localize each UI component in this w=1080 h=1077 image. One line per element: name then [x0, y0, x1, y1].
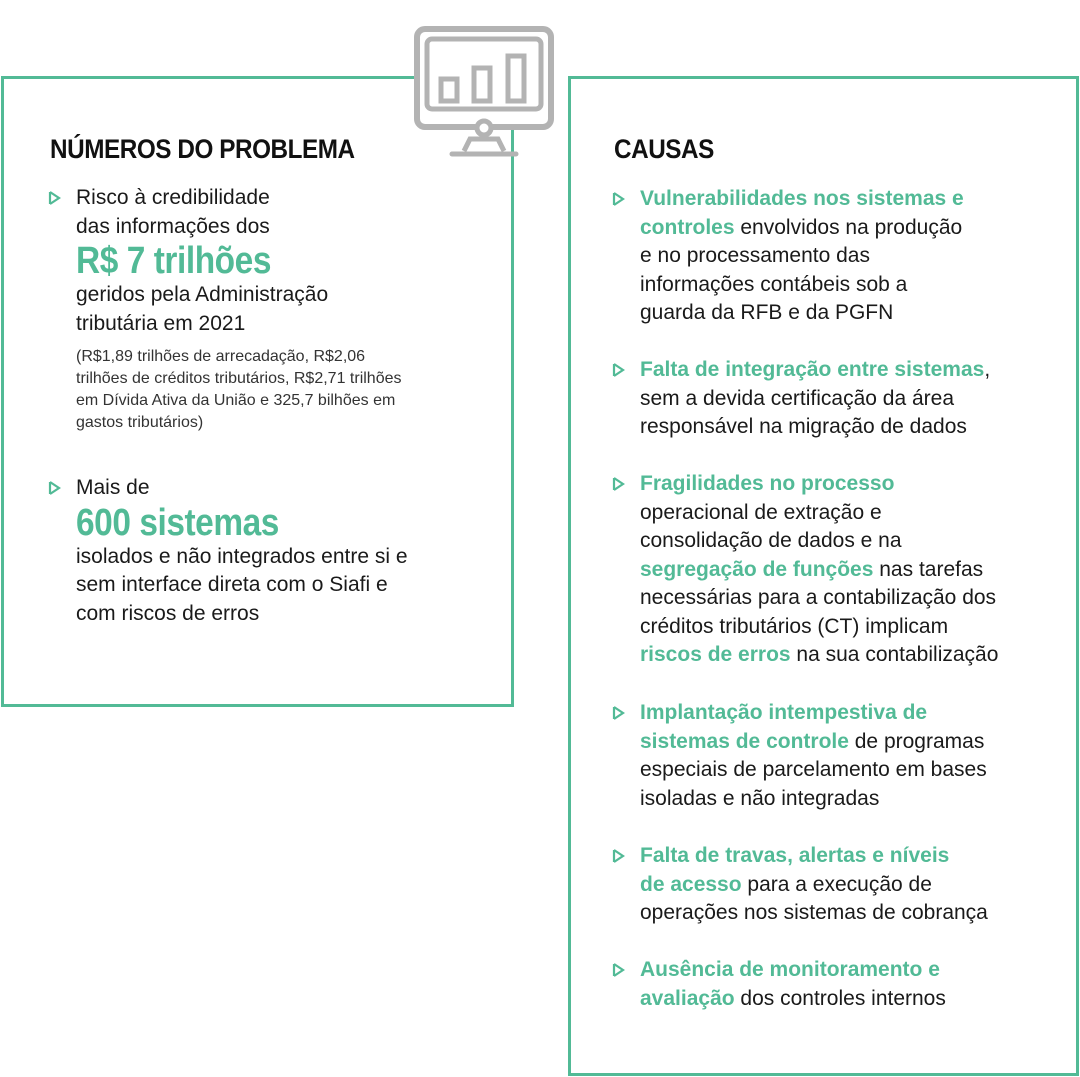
cause-text: operações nos sistemas de cobrança [640, 901, 988, 924]
cause-text: nas tarefas [873, 557, 984, 581]
cause-text: informações contábeis sob a [640, 272, 908, 296]
item-line: Risco à credibilidade [76, 186, 270, 209]
cause-line [640, 356, 990, 385]
cause-highlight: Vulnerabilidades nos sistemas e [640, 187, 964, 210]
bullet-arrow-icon [612, 362, 625, 378]
cause-text: , [984, 358, 991, 381]
cause-line [640, 527, 998, 556]
cause-line [640, 385, 990, 414]
cause-highlight: Implantação intempestiva de [640, 701, 928, 724]
bullet-arrow-icon [612, 848, 625, 864]
cause-line [640, 556, 998, 585]
cause-line [640, 242, 964, 271]
item-line: das informações dos [76, 214, 270, 238]
item-line: sem interface direta com o Siafi e [76, 573, 388, 596]
monitor-bar-chart-icon [414, 26, 554, 160]
item-line: isolados e não integrados entre si e [76, 544, 408, 568]
cause-line [640, 271, 964, 300]
bullet-arrow-icon [612, 962, 625, 978]
highlight-figure: 600 sistemas [76, 501, 279, 544]
highlight-figure: R$ 7 trilhões [76, 240, 271, 282]
cause-highlight: riscos de erros [640, 643, 791, 666]
note-line: em Dívida Ativa da União e 325,7 bilhões em [76, 392, 396, 409]
cause-text: de programas [848, 729, 985, 753]
cause-text: isoladas e não integradas [640, 786, 880, 810]
item-line: geridos pela Administração [76, 283, 329, 306]
cause-highlight: Fragilidades no processo [640, 472, 895, 495]
cause-text: necessárias para a contabilização dos [640, 586, 997, 609]
cause-line [640, 299, 964, 328]
cause-item-text [640, 956, 946, 1013]
bullet-arrow-icon [48, 190, 61, 206]
cause-text: dos controles internos [734, 986, 946, 1010]
item-line: tributária em 2021 [76, 311, 246, 335]
bullet-arrow-icon [612, 191, 625, 207]
cause-item-text [640, 470, 998, 670]
cause-line [640, 728, 987, 757]
cause-line [640, 899, 988, 928]
breakdown-note [76, 346, 402, 434]
cause-highlight: Falta de integração entre sistemas [640, 358, 985, 381]
cause-line [640, 956, 946, 985]
cause-text: responsável na migração de dados [640, 415, 967, 438]
bullet-arrow-icon [612, 705, 625, 721]
cause-line [640, 499, 998, 528]
cause-text: sem a devida certificação da área [640, 386, 955, 410]
cause-line [640, 413, 990, 442]
cause-item-text [640, 185, 964, 328]
cause-line [640, 785, 987, 814]
cause-line [640, 699, 987, 728]
problem-item-text [76, 184, 402, 434]
cause-item-text [640, 356, 990, 442]
cause-line [640, 641, 998, 670]
causes-title: CAUSAS [614, 134, 714, 164]
cause-highlight: Falta de travas, alertas e níveis [640, 844, 950, 867]
cause-text: consolidação de dados e na [640, 529, 902, 552]
cause-item-text [640, 699, 987, 813]
cause-text: para a execução de [741, 872, 932, 896]
cause-highlight: de acesso [640, 872, 742, 896]
cause-text: créditos tributários (CT) implicam [640, 614, 949, 638]
cause-line [640, 756, 987, 785]
cause-line [640, 584, 998, 613]
cause-text: na sua contabilização [790, 643, 999, 666]
cause-highlight: segregação de funções [640, 557, 874, 581]
problem-item-text [76, 474, 408, 628]
cause-line [640, 842, 988, 871]
note-line: (R$1,89 trilhões de arrecadação, R$2,06 [76, 348, 366, 365]
cause-highlight: sistemas de controle [640, 729, 849, 753]
cause-line [640, 985, 946, 1014]
note-line: trilhões de créditos tributários, R$2,71 trilhões [76, 370, 402, 387]
item-line: com riscos de erros [76, 601, 260, 625]
bullet-arrow-icon [48, 480, 61, 496]
cause-line [640, 613, 998, 642]
bullet-arrow-icon [612, 476, 625, 492]
cause-line [640, 470, 998, 499]
cause-line [640, 871, 988, 900]
cause-line [640, 214, 964, 243]
cause-highlight: controles [640, 215, 735, 239]
note-line: gastos tributários) [76, 414, 204, 431]
cause-text: e no processamento das [640, 244, 870, 267]
cause-line [640, 185, 964, 214]
cause-highlight: Ausência de monitoramento e [640, 958, 940, 981]
cause-text: operacional de extração e [640, 500, 882, 524]
problem-numbers-title: NÚMEROS DO PROBLEMA [50, 134, 355, 164]
cause-text: envolvidos na produção [734, 215, 963, 239]
item-line: Mais de [76, 476, 150, 499]
cause-text: guarda da RFB e da PGFN [640, 301, 894, 324]
cause-text: especiais de parcelamento em bases [640, 758, 987, 781]
cause-item-text [640, 842, 988, 928]
cause-highlight: avaliação [640, 986, 735, 1010]
